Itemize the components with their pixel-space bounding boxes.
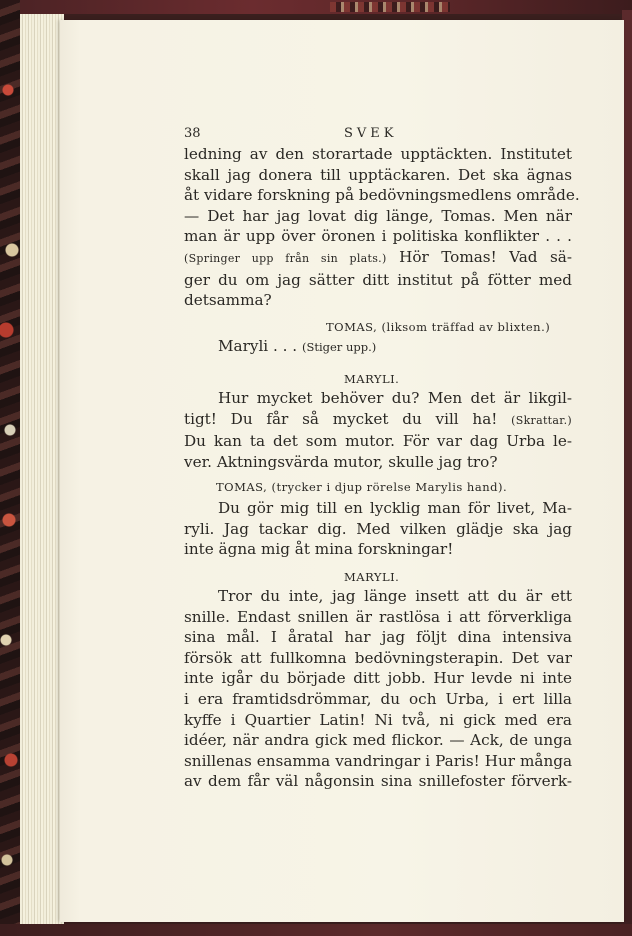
speaker-cue-tomas	[326, 320, 550, 334]
text-fragment: Maryli . . .	[218, 337, 298, 355]
text-line: snillenas ensamma vandringar i Paris! Hur många	[184, 751, 572, 770]
paragraph-3	[184, 498, 572, 560]
paragraph-4	[184, 586, 572, 792]
text-line: idéer, när andra gick med flickor. — Ack, de unga	[184, 731, 572, 750]
text-line: snille. Endast snillen är rastlösa i att förverkliga	[184, 607, 572, 626]
speaker-name: TOMAS,	[216, 480, 268, 494]
text-line: Hur mycket behöver du? Men det är likgil-	[218, 389, 572, 407]
paragraph-2	[184, 388, 572, 472]
text-line-with-stage-direction	[184, 247, 572, 270]
stage-direction: (Skrattar.)	[511, 413, 572, 427]
text-line: Du kan ta det som mutor. För var dag Urba le-	[184, 432, 572, 451]
text-line: sina mål. I åratal har jag följt dina intensiva	[184, 628, 572, 647]
running-head: SVEK	[344, 126, 398, 141]
text-line: man är upp över öronen i politiska konflikter . . .	[184, 227, 572, 246]
stage-direction: (Springer upp från sin plats.)	[184, 251, 387, 265]
stage-direction: (Stiger upp.)	[301, 340, 377, 354]
text-line-with-stage-direction	[184, 336, 572, 358]
speaker-cue-tomas	[216, 480, 507, 494]
page-stack-edges	[20, 14, 64, 924]
text-line: ledning av den storartade upptäckten. Institutet	[184, 145, 572, 163]
text-line: av dem får väl någonsin sina snillefoster förverk-	[184, 772, 572, 791]
stage-direction: (liksom träffad av blixten.)	[381, 320, 551, 334]
dialogue-line-maryli	[184, 336, 572, 358]
speaker-name: TOMAS,	[326, 320, 378, 334]
text-line: försök att fullkomna bedövningsterapin. Det var	[184, 648, 572, 667]
text-line: ver. Aktningsvärda mutor, skulle jag tro?	[184, 452, 498, 471]
text-line: — Det har jag lovat dig länge, Tomas. Men när	[184, 206, 572, 225]
text-line: ger du om jag sätter ditt institut på fötter med	[184, 270, 572, 289]
text-line: i era framtidsdrömmar, du och Urba, i ert lilla	[184, 689, 572, 708]
marbled-cover-left-edge	[0, 0, 20, 936]
text-line: Tror du inte, jag länge insett att du är ett	[218, 587, 572, 605]
text-line: ryli. Jag tackar dig. Med vilken glädje ska jag	[184, 519, 572, 538]
text-fragment: tigt! Du får så mycket du vill ha!	[184, 409, 498, 428]
text-line: åt vidare forskning på bedövningsmedlens område.	[184, 186, 580, 205]
text-line: skall jag donera till upptäckaren. Det ska ägnas	[184, 165, 572, 184]
text-line-with-stage-direction	[184, 409, 572, 432]
book-cover-bottom-edge	[0, 924, 632, 936]
text-line: detsamma?	[184, 291, 272, 310]
book-page	[60, 20, 624, 922]
page-number: 38	[184, 126, 201, 141]
text-line: Du gör mig till en lycklig man för livet, Ma-	[218, 499, 572, 517]
book-cover-top-edge	[0, 0, 632, 14]
speaker-cue-maryli: MARYLI.	[344, 372, 400, 386]
text-line: kyffe i Quartier Latin! Ni två, ni gick med era	[184, 710, 572, 729]
paragraph-1	[184, 144, 580, 311]
speaker-cue-maryli: MARYLI.	[344, 570, 400, 584]
stage-direction: (trycker i djup rörelse Marylis hand).	[271, 480, 508, 494]
text-line: inte igår du började ditt jobb. Hur levde ni inte	[184, 669, 572, 688]
text-fragment: Hör Tomas! Vad sä-	[399, 247, 572, 266]
text-line: inte ägna mig åt mina forskningar!	[184, 540, 454, 559]
